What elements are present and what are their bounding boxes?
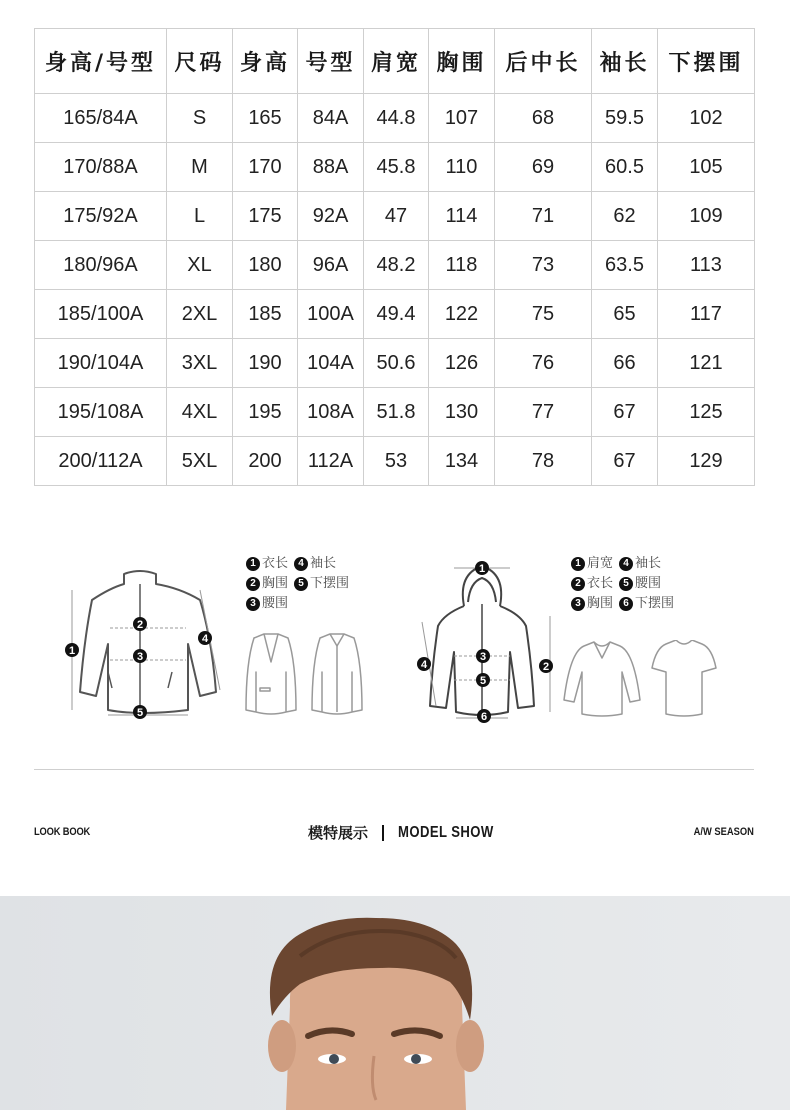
model-show-cn: 模特展示	[308, 824, 369, 842]
legend-label: 衣长	[262, 556, 289, 571]
legend-item	[619, 594, 674, 614]
lookbook-label: LOOK BOOK	[34, 826, 91, 838]
legend-label: 腰围	[635, 576, 662, 591]
legend-label: 衣长	[587, 576, 614, 591]
table-cell: 104A	[298, 339, 364, 388]
table-cell: 60.5	[592, 143, 658, 192]
legend-item	[619, 554, 661, 574]
table-row	[35, 437, 755, 486]
table-cell: 185/100A	[35, 290, 167, 339]
marker-label: 1	[68, 645, 76, 657]
table-cell: 105	[658, 143, 755, 192]
table-cell: 185	[233, 290, 298, 339]
legend-label: 袖长	[635, 556, 662, 571]
model-show-header	[34, 820, 754, 848]
jacket-measurement-diagram	[60, 560, 230, 725]
model-photo	[0, 896, 790, 1110]
legend-item	[571, 554, 613, 574]
legend-item	[571, 594, 613, 614]
table-row	[35, 94, 755, 143]
legend-label: 下摆围	[635, 596, 675, 611]
table-cell: 109	[658, 192, 755, 241]
table-cell: 134	[429, 437, 495, 486]
table-cell: 126	[429, 339, 495, 388]
table-cell: 170/88A	[35, 143, 167, 192]
table-cell: 45.8	[364, 143, 429, 192]
marker-label: 1	[478, 563, 486, 575]
header-hem: 下摆围	[658, 29, 755, 94]
table-cell: 65	[592, 290, 658, 339]
table-cell: 112A	[298, 437, 364, 486]
header-height-size: 身高/号型	[35, 29, 167, 94]
table-cell: 170	[233, 143, 298, 192]
table-cell: 4XL	[167, 388, 233, 437]
number-badge: 6	[619, 597, 633, 611]
size-table	[34, 28, 755, 486]
table-cell: 76	[495, 339, 592, 388]
table-cell: 102	[658, 94, 755, 143]
marker-label: 5	[136, 707, 144, 719]
legend-label: 袖长	[310, 556, 337, 571]
number-badge: 4	[294, 557, 308, 571]
table-cell: 78	[495, 437, 592, 486]
legend-label: 下摆围	[310, 576, 350, 591]
table-cell: 195/108A	[35, 388, 167, 437]
number-badge: 2	[246, 577, 260, 591]
table-cell: 69	[495, 143, 592, 192]
table-cell: 67	[592, 437, 658, 486]
table-cell: 110	[429, 143, 495, 192]
number-badge: 5	[619, 577, 633, 591]
table-cell: 125	[658, 388, 755, 437]
marker-label: 6	[480, 711, 488, 723]
number-badge: 1	[571, 557, 585, 571]
table-cell: 48.2	[364, 241, 429, 290]
table-cell: 130	[429, 388, 495, 437]
table-row	[35, 143, 755, 192]
table-row	[35, 192, 755, 241]
header-height: 身高	[233, 29, 298, 94]
table-cell: 175	[233, 192, 298, 241]
jacket-legend	[246, 554, 349, 614]
table-cell: L	[167, 192, 233, 241]
marker-label: 4	[420, 659, 428, 671]
table-cell: 53	[364, 437, 429, 486]
legend-item	[246, 554, 288, 574]
table-row	[35, 290, 755, 339]
table-cell: 190	[233, 339, 298, 388]
table-cell: 88A	[298, 143, 364, 192]
table-cell: 84A	[298, 94, 364, 143]
legend-item	[246, 574, 288, 594]
table-cell: 75	[495, 290, 592, 339]
table-cell: 107	[429, 94, 495, 143]
table-cell: 114	[429, 192, 495, 241]
marker-label: 2	[542, 661, 550, 673]
table-cell: 180	[233, 241, 298, 290]
number-badge: 5	[294, 577, 308, 591]
table-cell: 92A	[298, 192, 364, 241]
table-cell: 175/92A	[35, 192, 167, 241]
blazer-shirt-illustration	[234, 632, 380, 718]
table-cell: 59.5	[592, 94, 658, 143]
table-cell: 67	[592, 388, 658, 437]
marker-label: 3	[479, 651, 487, 663]
header-model: 号型	[298, 29, 364, 94]
table-cell: XL	[167, 241, 233, 290]
number-badge: 2	[571, 577, 585, 591]
table-cell: 100A	[298, 290, 364, 339]
table-cell: 2XL	[167, 290, 233, 339]
title-separator	[382, 825, 384, 841]
table-cell: 96A	[298, 241, 364, 290]
legend-item	[619, 574, 661, 594]
table-cell: 180/96A	[35, 241, 167, 290]
table-cell: 5XL	[167, 437, 233, 486]
header-sleeve: 袖长	[592, 29, 658, 94]
legend-item	[294, 554, 336, 574]
table-cell: 108A	[298, 388, 364, 437]
table-cell: 121	[658, 339, 755, 388]
model-portrait-illustration	[0, 896, 790, 1110]
number-badge: 3	[246, 597, 260, 611]
section-divider	[34, 769, 754, 770]
sweater-tshirt-illustration	[562, 640, 718, 720]
table-cell: 122	[429, 290, 495, 339]
legend-item	[246, 594, 288, 614]
hoodie-legend	[571, 554, 674, 614]
table-cell: 77	[495, 388, 592, 437]
legend-label: 胸围	[262, 576, 289, 591]
table-cell: 195	[233, 388, 298, 437]
legend-item	[294, 574, 349, 594]
legend-item	[571, 574, 613, 594]
number-badge: 1	[246, 557, 260, 571]
table-cell: 71	[495, 192, 592, 241]
table-cell: 51.8	[364, 388, 429, 437]
table-cell: S	[167, 94, 233, 143]
header-shoulder: 肩宽	[364, 29, 429, 94]
table-row	[35, 339, 755, 388]
table-cell: 47	[364, 192, 429, 241]
table-cell: 44.8	[364, 94, 429, 143]
table-cell: 50.6	[364, 339, 429, 388]
marker-label: 4	[201, 633, 209, 645]
table-cell: 62	[592, 192, 658, 241]
table-cell: M	[167, 143, 233, 192]
table-cell: 200/112A	[35, 437, 167, 486]
table-row	[35, 241, 755, 290]
size-table-header-row	[35, 29, 755, 94]
legend-label: 胸围	[587, 596, 614, 611]
table-cell: 63.5	[592, 241, 658, 290]
table-cell: 165	[233, 94, 298, 143]
table-cell: 165/84A	[35, 94, 167, 143]
model-show-title	[308, 822, 515, 843]
table-cell: 190/104A	[35, 339, 167, 388]
season-label: A/W SEASON	[693, 826, 754, 838]
marker-label: 2	[136, 619, 144, 631]
hoodie-measurement-diagram	[408, 556, 568, 728]
header-back-length: 后中长	[495, 29, 592, 94]
legend-label: 腰围	[262, 596, 289, 611]
header-chest: 胸围	[429, 29, 495, 94]
table-cell: 117	[658, 290, 755, 339]
legend-label: 肩宽	[587, 556, 614, 571]
table-row	[35, 388, 755, 437]
marker-label: 5	[479, 675, 487, 687]
model-show-en: MODEL SHOW	[398, 823, 494, 841]
number-badge: 4	[619, 557, 633, 571]
header-size: 尺码	[167, 29, 233, 94]
number-badge: 3	[571, 597, 585, 611]
table-cell: 118	[429, 241, 495, 290]
marker-label: 3	[136, 651, 144, 663]
table-cell: 3XL	[167, 339, 233, 388]
table-cell: 49.4	[364, 290, 429, 339]
table-cell: 113	[658, 241, 755, 290]
table-cell: 68	[495, 94, 592, 143]
table-cell: 200	[233, 437, 298, 486]
table-cell: 73	[495, 241, 592, 290]
table-cell: 66	[592, 339, 658, 388]
table-cell: 129	[658, 437, 755, 486]
